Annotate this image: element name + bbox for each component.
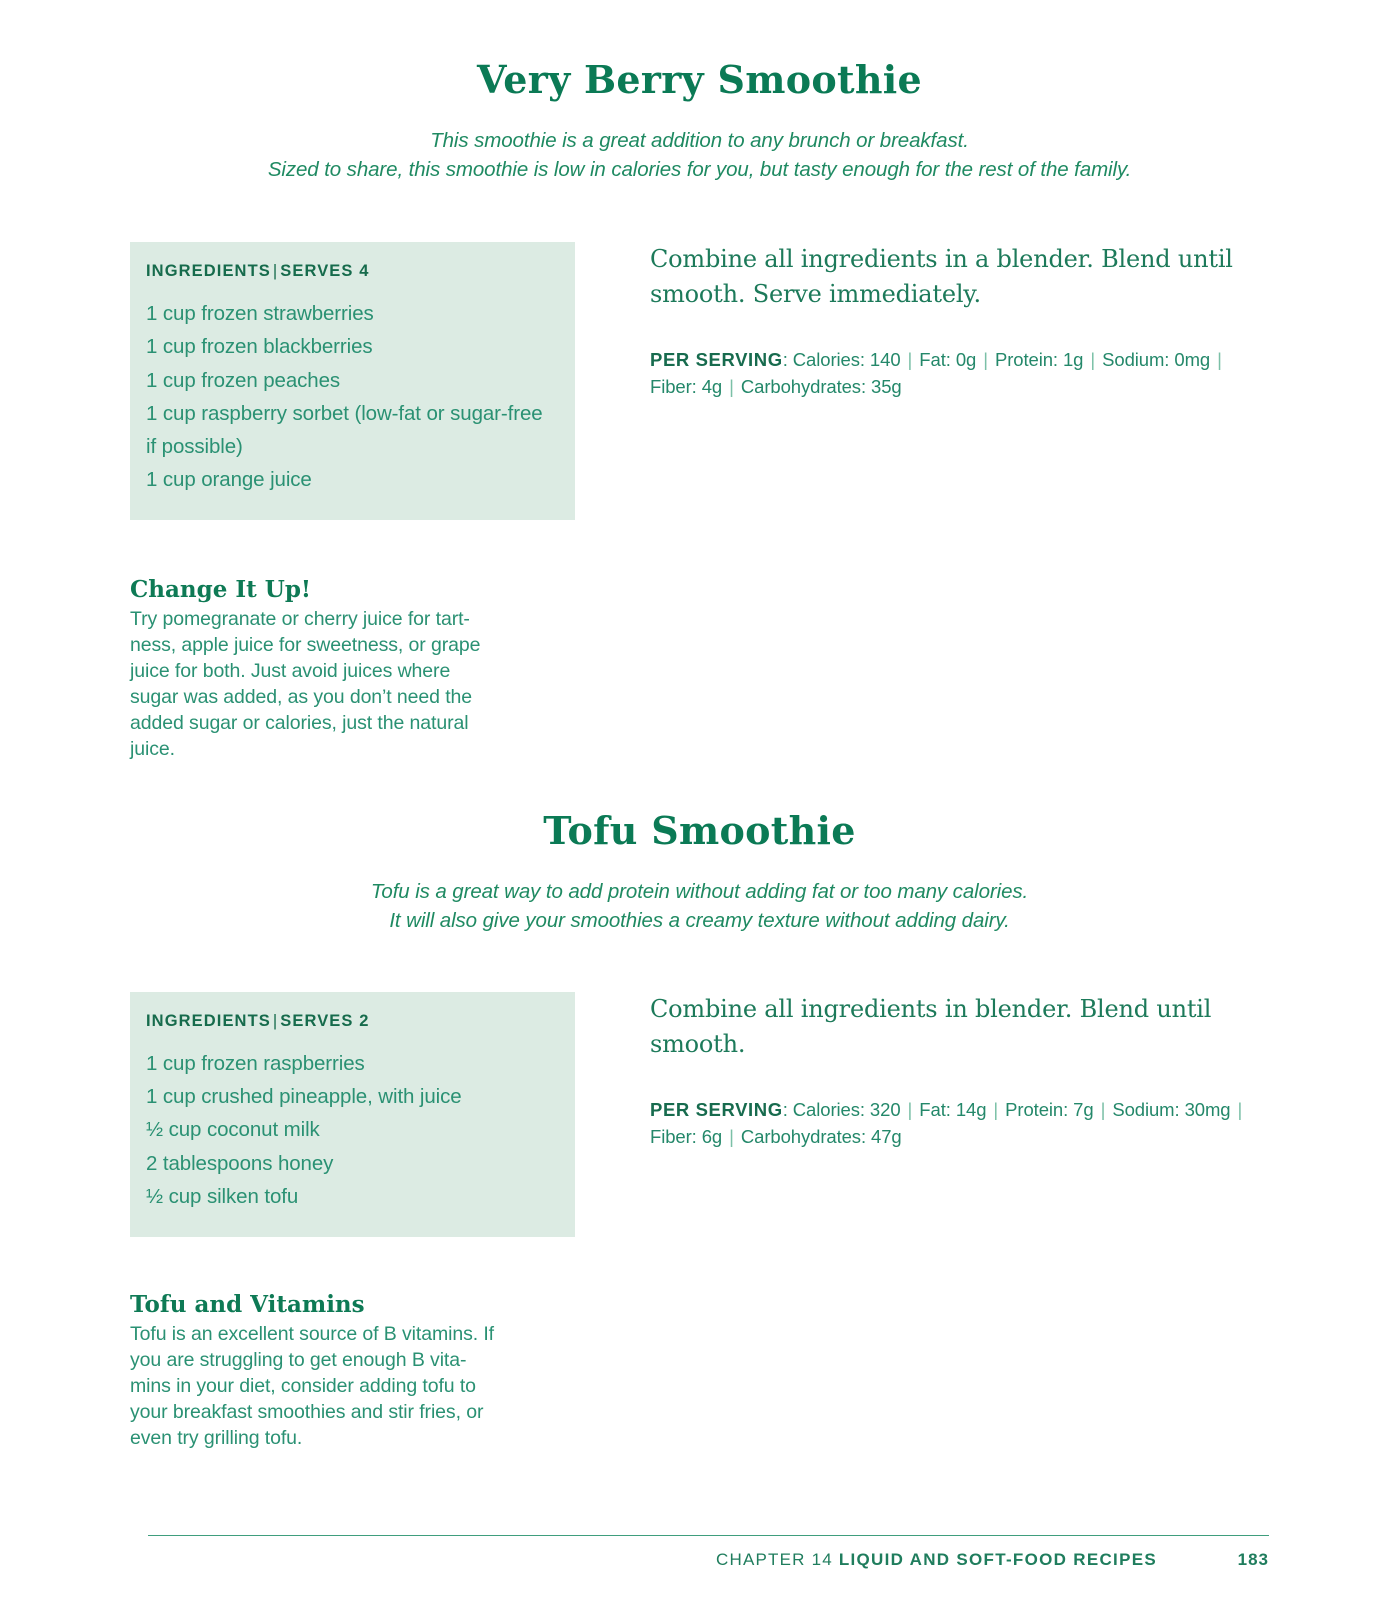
note-line: your breakfast smoothies and stir fries, or <box>130 1400 484 1423</box>
ingredients-serves: SERVES 4 <box>280 262 370 281</box>
nutrition-label: PER SERVING <box>650 348 783 370</box>
recipe-2-nutrition <box>650 1096 1269 1152</box>
recipe-2-title: Tofu Smoothie <box>543 807 856 853</box>
recipe-1-body <box>130 242 1269 763</box>
footer-page-number: 183 <box>1237 1550 1269 1569</box>
recipe-1-ingredients-header <box>146 262 557 281</box>
recipe-2-note-body <box>130 1322 575 1452</box>
ingredient-item: 1 cup raspberry sorbet (low-fat or sugar-free if possible) <box>146 401 543 458</box>
ingredient-item: ½ cup coconut milk <box>146 1118 320 1142</box>
ingredients-separator: | <box>272 262 279 281</box>
ingredient-item: 1 cup frozen strawberries <box>146 302 374 326</box>
note-line: sugar was added, as you don’t need the <box>130 686 473 709</box>
ingredient-item: 1 cup frozen blackberries <box>146 335 373 359</box>
note-line: mins in your diet, consider adding tofu to <box>130 1374 476 1397</box>
recipe-1-title: Very Berry Smoothie <box>477 57 922 102</box>
page-footer <box>148 1535 1269 1570</box>
nutrition-values: : Calories: 140 | Fat: 0g | Protein: 1g | Sodium: 0mg | Fiber: 4g | Carbohydrates: 35g <box>650 348 1222 398</box>
recipe-1-subtitle-line-1: This smoothie is a great addition to any brunch or breakfast. <box>430 128 969 152</box>
ingredient-item: 1 cup orange juice <box>146 468 312 492</box>
recipe-1-subtitle <box>130 126 1269 185</box>
ingredient-item: 1 cup frozen raspberries <box>146 1052 365 1075</box>
recipe-1-instructions: Combine all ingredients in a blender. Blend until smooth. Serve immediately. <box>650 245 1233 308</box>
note-line: Try pomegranate or cherry juice for tart- <box>130 608 470 631</box>
footer-chapter-name: LIQUID AND SOFT-FOOD RECIPES <box>838 1550 1157 1569</box>
recipe-2-left-column <box>130 992 575 1452</box>
ingredient-item: ½ cup silken tofu <box>146 1184 299 1208</box>
recipe-2-note-title: Tofu and Vitamins <box>130 1291 365 1319</box>
recipe-1-note-title: Change It Up! <box>130 576 312 604</box>
note-line: ness, apple juice for sweetness, or grape <box>130 634 481 657</box>
note-line: juice for both. Just avoid juices where <box>130 660 451 683</box>
note-line: Tofu is an excellent source of B vitamins. If <box>130 1323 495 1346</box>
footer-chapter-number: CHAPTER 14 <box>716 1550 833 1569</box>
recipe-1-note-body <box>130 607 575 763</box>
note-line: added sugar or calories, just the natural <box>130 712 469 735</box>
recipe-2-right-column <box>575 992 1269 1151</box>
ingredients-separator: | <box>272 1012 279 1030</box>
note-line: juice. <box>130 737 175 760</box>
recipe-2-subtitle-line-2: It will also give your smoothies a creamy texture without adding dairy. <box>389 909 1010 933</box>
recipe-2-instructions: Combine all ingredients in blender. Blend until smooth. <box>650 995 1212 1058</box>
ingredient-item: 1 cup crushed pineapple, with juice <box>146 1085 462 1109</box>
recipe-2-note <box>130 1291 575 1452</box>
recipe-1-left-column <box>130 242 575 763</box>
recipe-2-subtitle-line-1: Tofu is a great way to add protein without adding fat or too many calories. <box>370 879 1029 903</box>
recipe-2-ingredients-box <box>130 992 575 1237</box>
ingredients-serves: SERVES 2 <box>280 1012 370 1030</box>
recipe-1-nutrition <box>650 346 1269 402</box>
footer-row <box>148 1536 1269 1570</box>
recipe-2-ingredients-header <box>146 1012 557 1031</box>
recipe-2-subtitle <box>130 877 1269 936</box>
nutrition-values: : Calories: 320 | Fat: 14g | Protein: 7g | Sodium: 30mg | Fiber: 6g | Carbohydrates: 47g <box>650 1098 1243 1148</box>
recipe-1-subtitle-line-2: Sized to share, this smoothie is low in calories for you, but tasty enough for the rest of the family. <box>267 158 1132 182</box>
recipe-1-right-column <box>575 242 1269 401</box>
ingredient-item: 2 tablespoons honey <box>146 1151 334 1175</box>
note-line: even try grilling tofu. <box>130 1426 303 1449</box>
recipe-2-body <box>130 992 1269 1452</box>
nutrition-label: PER SERVING <box>650 1098 783 1120</box>
recipe-1-ingredients-box <box>130 242 575 520</box>
ingredient-item: 1 cup frozen peaches <box>146 368 341 392</box>
footer-chapter <box>716 1550 1157 1570</box>
recipe-1-note <box>130 576 575 763</box>
ingredients-label: INGREDIENTS <box>146 1012 271 1030</box>
ingredients-label: INGREDIENTS <box>146 262 271 281</box>
note-line: you are struggling to get enough B vita- <box>130 1348 467 1371</box>
